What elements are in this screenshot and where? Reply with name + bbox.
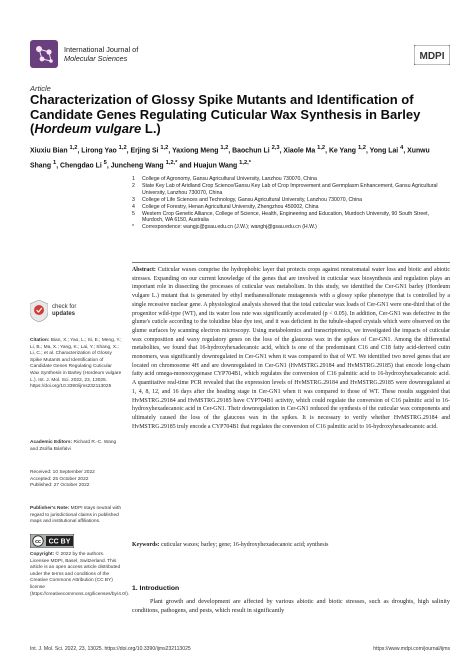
affiliations — [132, 176, 450, 231]
affiliation-item — [132, 197, 450, 204]
abstract-divider — [132, 262, 450, 263]
affiliation-number: 2 — [132, 182, 135, 189]
affiliation-number: 1 — [132, 176, 135, 182]
publisher-note — [30, 506, 122, 526]
keywords-label: Keywords: — [132, 542, 160, 548]
received-date: Received: 10 September 2022 — [30, 470, 95, 475]
affiliation-item — [132, 211, 450, 225]
correspondence-text[interactable]: Correspondence: wangjc@gsau.edu.cn (J.W.); wanghj@gsau.edu.cn (H.W.) — [142, 224, 317, 231]
keywords — [132, 541, 450, 549]
copyright-block — [30, 552, 130, 598]
svg-text:cc: cc — [35, 539, 41, 546]
citation-block — [30, 338, 122, 391]
affiliation-text: State Key Lab of Aridland Crop Science/Gansu Key Lab of Crop Improvement and Germplasm Enhancement, Gansu Agricultural University, Lanzhou 730070, China — [142, 182, 438, 196]
correspondence-symbol: * — [132, 224, 135, 231]
mdpi-logo[interactable] — [414, 45, 450, 65]
journal-header — [30, 38, 450, 74]
author-list: Xiuxiu Bian $^{1,2}$, Lirong Yao $^{1,2}$, Erjing Si $^{1,2}$, Yaxiong Meng $^{1,2}$, Baochun Li $^{2,3}$, Xiaole Ma $^{1,2}$, Ke Yang $^{1,2}$, Yong Lai $^4$, Xunwu Shang $^1$, Chengdao Li $^5$, Juncheng Wang $^{1,2,*}$ and Huajun Wang $^{1,2,*}$ — [30, 145, 430, 170]
editors-text: Richard R.-C. Wang and Zsófia Bánfalvi — [30, 440, 117, 452]
cc-logo-text: CC BY — [48, 538, 71, 546]
mdpi-logo-text: MDPI — [419, 51, 445, 62]
article-title: Characterization of Glossy Spike Mutants and Identification of Candidate Genes Regulating Cuticular Wax Synthesis in Barley (Hordeum vulgare L.) — [30, 92, 421, 136]
check-for-updates-text — [52, 304, 76, 317]
affiliation-text: College of Agronomy, Gansu Agricultural University, Lanzhou 730070, China — [142, 176, 317, 182]
journal-name — [64, 45, 138, 63]
check-line1: check for — [52, 304, 77, 310]
copyright-label: Copyright: — [30, 552, 55, 557]
affiliation-text: College of Life Sciences and Technology, Gansu Agricultural University, Lanzhou 730070, China — [142, 196, 363, 203]
journal-name-line2: Molecular Sciences — [64, 54, 128, 63]
abstract — [132, 266, 450, 431]
journal-name-line1: International Journal of — [64, 45, 139, 54]
accepted-date: Accepted: 25 October 2022 — [30, 476, 89, 482]
correspondence[interactable] — [132, 224, 450, 231]
editors-label: Academic Editors: — [30, 440, 73, 445]
abstract-text: Cuticular waxes comprise the hydrophobic layer that protects crops against nonstomatal water loss and biotic and abiotic stresses. Expanding on our current knowledge of the genes that are involved in cuticular wax biosynthesis and regulation plays an important role in dissecting the processes of cuticular wax metabolism. In this study, we identified the Cer-GN1 barley (Hordeum vulgare L.) mutant that is generated by ethyl methanesulfonate mutagenesis with a glossy spike phenotype that is controlled by a single recessive nuclear gene. A physiological analysis showed that the total cuticular wax loads of Cer-GN1 were one-third that of the progenitor wild-type (WT), and its water loss rate was significantly accelerated (p < 0.05). In addition, Cer-GN1 was defective in the glume's cuticle according to the toluidine blue dye test, and it was deficient in the tubule-shaped crystals which were observed on the glume surfaces by scanning electron microscopy. Using metabolomics and transcriptomics, we investigated the impacts of cuticular wax composition and waxy regulatory genes on the loss of the glaucous wax in the spikes of Cer-GN1. Among the differential metabolites, we found that 16-hydroxyhexadecanoic acid, which is one of the predominant C16 and C18 fatty acid-derived cutin monomers, was significantly downregulated in Cer-GN1 when it was compared to that of WT. We identified two novel genes that are located on chromosome 4H and are downregulated in Cer-GN1 (HvMSTRG.29184 and HvMSTRG.29185) that encode long-chain fatty acid omega-monooxygenase CYP704B1, which regulates the conversion of C16 palmitic acid to 16-hydroxyhexadecanoic acid. A quantitative real-time PCR revealed that the expression levels of HvMSTRG.29184 and HvMSTRG.29185 were downregulated at 1, 4, 8, 12, and 16 days after the heading stage in Cer-GN1 when it was compared to those of WT. These results suggested that HvMSTRG.29184 and HvMSTRG.29185 have CYP704B1 activity, which could regulate the conversion of C16 palmitic acid to 16-hydroxyhexadecanoic acid in Cer-GN1. Their downregulation in Cer-GN1 reduced the synthesis of the cuticular wax components and ultimately caused the loss of the glaucous wax in the spikes. It is necessary to verify whether HvMSTRG.29184 and HvMSTRG.29185 truly encode a CYP704B1 that regulates the conversion of C16 palmitic acid to 16-hydroxyhexadecanoic acid. — [132, 267, 450, 430]
publisher-note-label: Publisher's Note: — [30, 506, 70, 511]
intro-paragraph: Plant growth and development are affected by various abiotic and biotic stresses, such as droughts, high salinity conditions, pathogens, and pests, which result in significantly — [132, 598, 450, 614]
section-heading: 1. Introduction — [132, 585, 180, 592]
article-type: Article — [30, 84, 51, 93]
footer-citation[interactable]: Int. J. Mol. Sci. 2022, 23, 13025. https://doi.org/10.3390/ijms232113025 — [30, 646, 191, 652]
academic-editors — [30, 440, 122, 453]
footer-journal-link[interactable]: https://www.mdpi.com/journal/ijms — [373, 646, 450, 652]
affiliation-item — [132, 183, 450, 197]
copyright-text: © 2022 by the authors. Licensee MDPI, Basel, Switzerland. This article is an open access article distributed under the terms and conditions of the Creative Commons Attribution (CC BY) license (https://creativecommons.org/licenses/by/4.0/). — [30, 552, 130, 597]
check-for-updates-icon — [30, 300, 48, 322]
affiliation-text: College of Forestry, Henan Agricultural University, Zhengzhou 450002, China — [142, 203, 319, 210]
mdpi-logo-icon — [414, 45, 450, 65]
affiliation-number: 4 — [132, 203, 135, 210]
affiliation-text: Western Crop Genetic Alliance, College of Science, Health, Engineering and Education, Murdoch University, 90 South Street, Murdoch, WA 6150, Australia — [142, 210, 430, 224]
published-date: Published: 27 October 2022 — [30, 483, 90, 489]
publication-dates — [30, 470, 122, 490]
affiliation-number: 5 — [132, 210, 135, 217]
publisher-note-text: MDPI stays neutral with regard to jurisdictional claims in published maps and institutional affiliations. — [30, 506, 121, 525]
journal-molecule-logo-icon — [30, 40, 58, 68]
affiliation-item — [132, 176, 450, 183]
check-line2: updates — [52, 310, 76, 317]
citation-text[interactable]: Bian, X.; Yao, L.; Si, E.; Meng, Y.; Li, B.; Ma, X.; Yang, K.; Lai, Y.; Shang, X.; Li, C.; et al. Characterization of Glossy Spike Mutants and Identification of Candidate Genes Regulating Cuticular Wax Synthesis in Barley (Hordeum vulgare L.). Int. J. Mol. Sci. 2022, 23, 13025. https://doi.org/10.3390/ijms232113025 — [30, 338, 122, 390]
affiliation-number: 3 — [132, 196, 135, 203]
citation-label: Citation: — [30, 338, 50, 343]
keywords-text: cuticular waxes; barley; gene; 16-hydroxyhexadecanoic acid; synthesis — [160, 542, 329, 548]
affiliation-item — [132, 204, 450, 211]
cc-by-license-icon[interactable] — [30, 534, 74, 548]
check-for-updates-button[interactable] — [30, 300, 100, 324]
abstract-label: Abstract: — [132, 267, 156, 273]
